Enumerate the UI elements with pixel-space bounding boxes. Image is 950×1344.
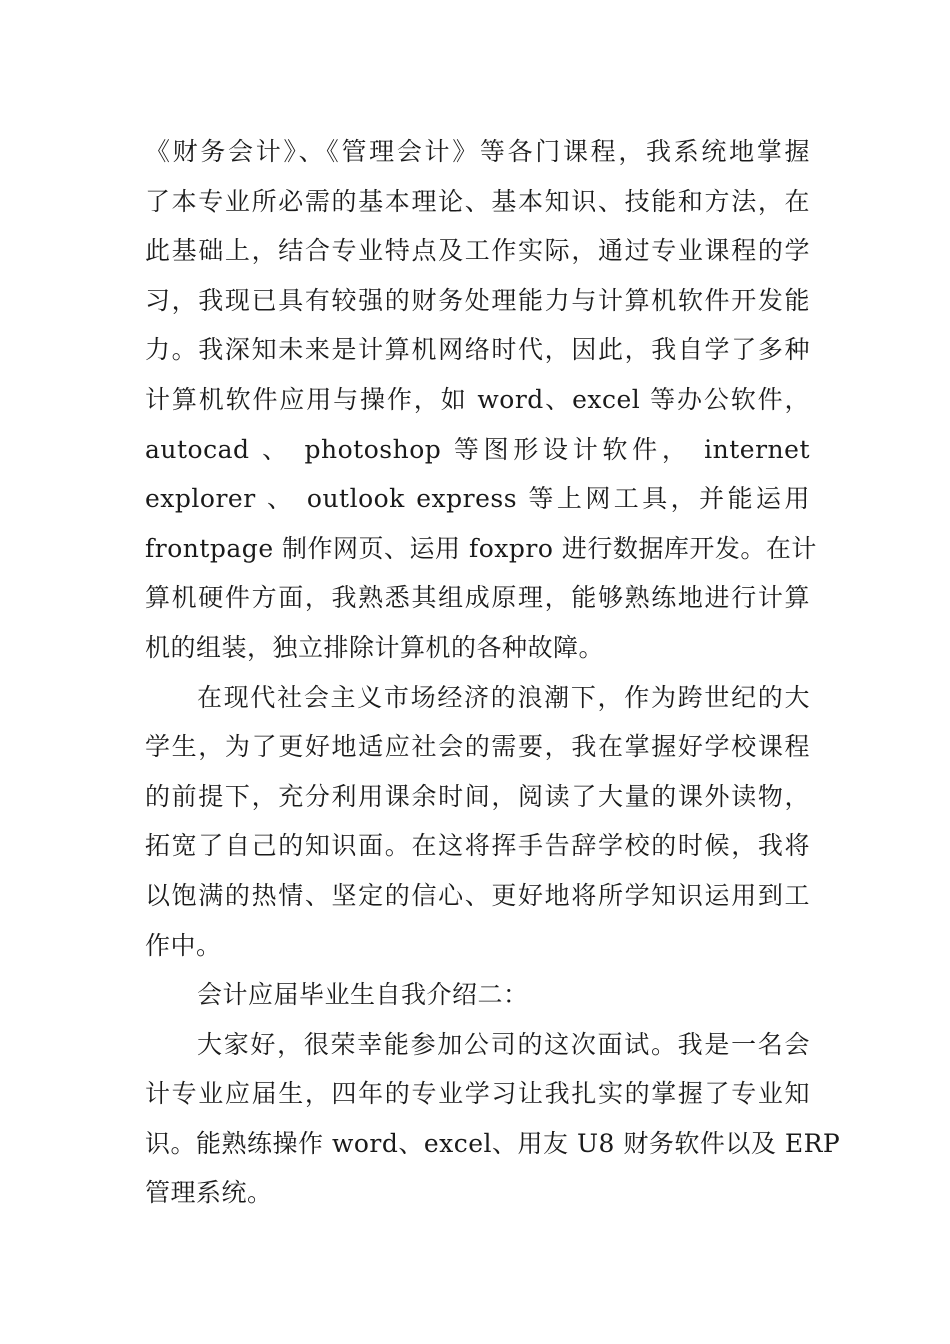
text-line: 学生，为了更好地适应社会的需要，我在掌握好学校课程 [145,732,810,762]
text-line: 习，我现已具有较强的财务处理能力与计算机软件开发能 [145,285,810,315]
text-line: 以饱满的热情、坚定的信心、更好地将所学知识运用到工 [145,880,810,910]
text-line: 在现代社会主义市场经济的浪潮下，作为跨世纪的大 [197,682,810,712]
text-line: 拓宽了自己的知识面。在这将挥手告辞学校的时候，我将 [145,831,810,861]
text-line: frontpage 制作网页、运用 foxpro 进行数据库开发。在计 [145,533,817,563]
text-line: 识。能熟练操作 word、excel、用友 U8 财务软件以及 ERP [145,1128,841,1158]
text-line: autocad 、 photoshop 等图形设计软件， internet [145,434,810,464]
text-line: 计专业应届生，四年的专业学习让我扎实的掌握了专业知 [145,1079,810,1109]
text-line: 机的组装，独立排除计算机的各种故障。 [145,632,605,662]
text-line: 《财务会计》、《管理会计》等各门课程，我系统地掌握 [145,137,810,166]
text-line: explorer 、 outlook express 等上网工具，并能运用 [145,484,810,514]
text-line: 作中。 [145,930,222,960]
document-body [145,127,841,1218]
text-line: 的前提下，充分利用课余时间，阅读了大量的课外读物， [145,781,810,811]
text-line: 算机硬件方面，我熟悉其组成原理，能够熟练地进行计算 [145,583,810,613]
text-line: 此基础上，结合专业特点及工作实际，通过专业课程的学 [145,236,810,266]
text-line: 力。我深知未来是计算机网络时代，因此，我自学了多种 [145,335,810,365]
text-line: 管理系统。 [145,1178,273,1208]
text-line: 大家好，很荣幸能参加公司的这次面试。我是一名会 [197,1029,810,1059]
section-heading: 会计应届毕业生自我介绍二： [197,980,529,1010]
text-line: 计算机软件应用与操作，如 word、excel 等办公软件， [145,384,810,414]
text-line: 了本专业所必需的基本理论、基本知识、技能和方法，在 [145,186,810,216]
